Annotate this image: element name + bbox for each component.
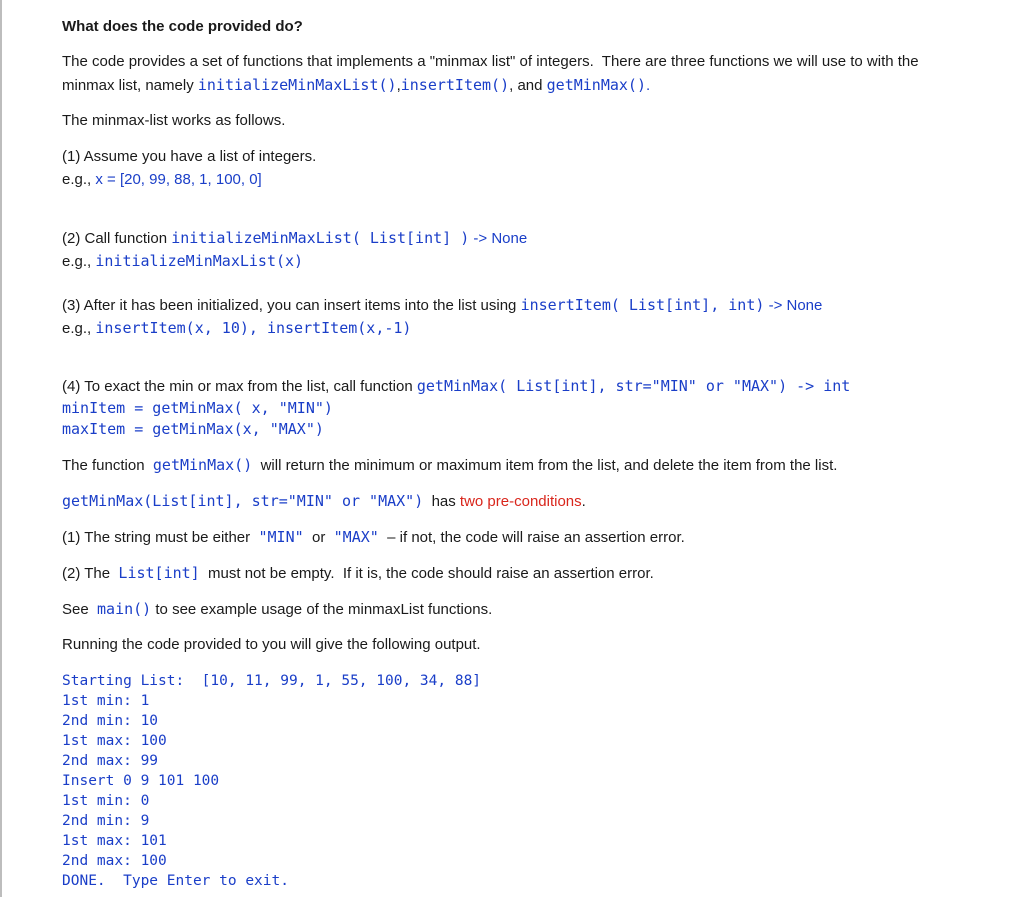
output-line: 1st min: 1 bbox=[62, 693, 150, 709]
function-desc-pre: The function bbox=[62, 457, 153, 474]
step4-signature: getMinMax( List[int], str="MIN" or "MAX") -> int bbox=[416, 377, 851, 395]
left-border bbox=[0, 0, 2, 897]
output-line: Starting List: [10, 11, 99, 1, 55, 100, 34, 88] bbox=[62, 673, 482, 689]
intro-line-1: The code provides a set of functions that implements a "minmax list" of integers. There are three functions we will use to with the bbox=[62, 53, 919, 70]
step3-example-code: insertItem(x, 10), insertItem(x,-1) bbox=[95, 319, 412, 337]
function-description bbox=[62, 455, 837, 476]
output-line: 2nd max: 100 bbox=[62, 853, 167, 869]
output-line: 2nd max: 99 bbox=[62, 753, 159, 769]
cond2-type: List[int] bbox=[118, 564, 200, 582]
precond-end: . bbox=[581, 493, 586, 510]
step3-label: (3) After it has been initialized, you can insert items into the list using bbox=[62, 297, 521, 314]
function-desc-fn: getMinMax() bbox=[152, 456, 253, 474]
running-text: Running the code provided to you will give the following output. bbox=[62, 636, 481, 653]
output-line: Insert 0 9 101 100 bbox=[62, 773, 220, 789]
step2-signature: initializeMinMaxList( List[int] ) bbox=[171, 229, 470, 247]
cond1-min: "MIN" bbox=[258, 528, 304, 546]
step2-label: (2) Call function bbox=[62, 230, 172, 247]
step2-example-code: initializeMinMaxList(x) bbox=[95, 252, 304, 270]
see-post: to see example usage of the minmaxList functions. bbox=[151, 601, 493, 618]
precond-signature: getMinMax(List[int], str="MIN" or "MAX") bbox=[62, 492, 424, 510]
eg-prefix: e.g., bbox=[62, 320, 96, 337]
output-line: 1st max: 100 bbox=[62, 733, 167, 749]
step2-return: -> None bbox=[469, 230, 528, 247]
eg-prefix: e.g., bbox=[62, 171, 96, 188]
cond1-max: "MAX" bbox=[333, 528, 379, 546]
cond2-post: must not be empty. If it is, the code should raise an assertion error. bbox=[199, 565, 654, 582]
output-line: 2nd min: 10 bbox=[62, 713, 159, 729]
intro-sep: , bbox=[396, 77, 401, 94]
step4-label: (4) To exact the min or max from the list, call function bbox=[62, 378, 417, 395]
preconditions-line bbox=[62, 491, 586, 512]
step3-example bbox=[62, 318, 411, 339]
precond-mid: has bbox=[423, 493, 460, 510]
intro-line-2 bbox=[62, 75, 650, 96]
output-line: DONE. Type Enter to exit. bbox=[62, 873, 289, 889]
condition-2 bbox=[62, 563, 654, 584]
step2-example bbox=[62, 251, 303, 272]
function-desc-post: will return the minimum or maximum item from the list, and delete the item from the list. bbox=[252, 457, 838, 474]
step2-text bbox=[62, 228, 527, 249]
step1-example-value: x = [20, 99, 88, 1, 100, 0] bbox=[95, 171, 262, 188]
step4-text bbox=[62, 376, 850, 397]
step3-text bbox=[62, 295, 822, 316]
intro-end: . bbox=[645, 77, 651, 94]
intro-sep-and: , and bbox=[509, 77, 547, 94]
step4-code-max: maxItem = getMinMax(x, "MAX") bbox=[62, 420, 324, 438]
cond1-or: or bbox=[303, 529, 334, 546]
see-fn: main() bbox=[97, 600, 152, 618]
fn-getminmax: getMinMax() bbox=[546, 76, 646, 94]
heading: What does the code provided do? bbox=[62, 18, 303, 35]
output-line: 1st max: 101 bbox=[62, 833, 167, 849]
step4-code-min: minItem = getMinMax( x, "MIN") bbox=[62, 399, 333, 417]
intro-text: minmax list, namely bbox=[62, 77, 198, 94]
see-pre: See bbox=[62, 601, 98, 618]
precond-highlight: two pre-conditions bbox=[459, 493, 582, 510]
step3-return: -> None bbox=[764, 297, 823, 314]
cond1-pre: (1) The string must be either bbox=[62, 529, 259, 546]
condition-1 bbox=[62, 527, 685, 548]
step3-signature: insertItem( List[int], int) bbox=[520, 296, 765, 314]
output-line: 1st min: 0 bbox=[62, 793, 150, 809]
fn-insert: insertItem() bbox=[400, 76, 510, 94]
output-line: 2nd min: 9 bbox=[62, 813, 150, 829]
fn-initialize: initializeMinMaxList() bbox=[197, 76, 397, 94]
cond1-post: – if not, the code will raise an assertion error. bbox=[378, 529, 685, 546]
see-main bbox=[62, 599, 492, 620]
step1-text: (1) Assume you have a list of integers. bbox=[62, 148, 317, 165]
works-text: The minmax-list works as follows. bbox=[62, 112, 286, 129]
eg-prefix: e.g., bbox=[62, 253, 96, 270]
cond2-pre: (2) The bbox=[62, 565, 119, 582]
step1-example bbox=[62, 170, 262, 190]
